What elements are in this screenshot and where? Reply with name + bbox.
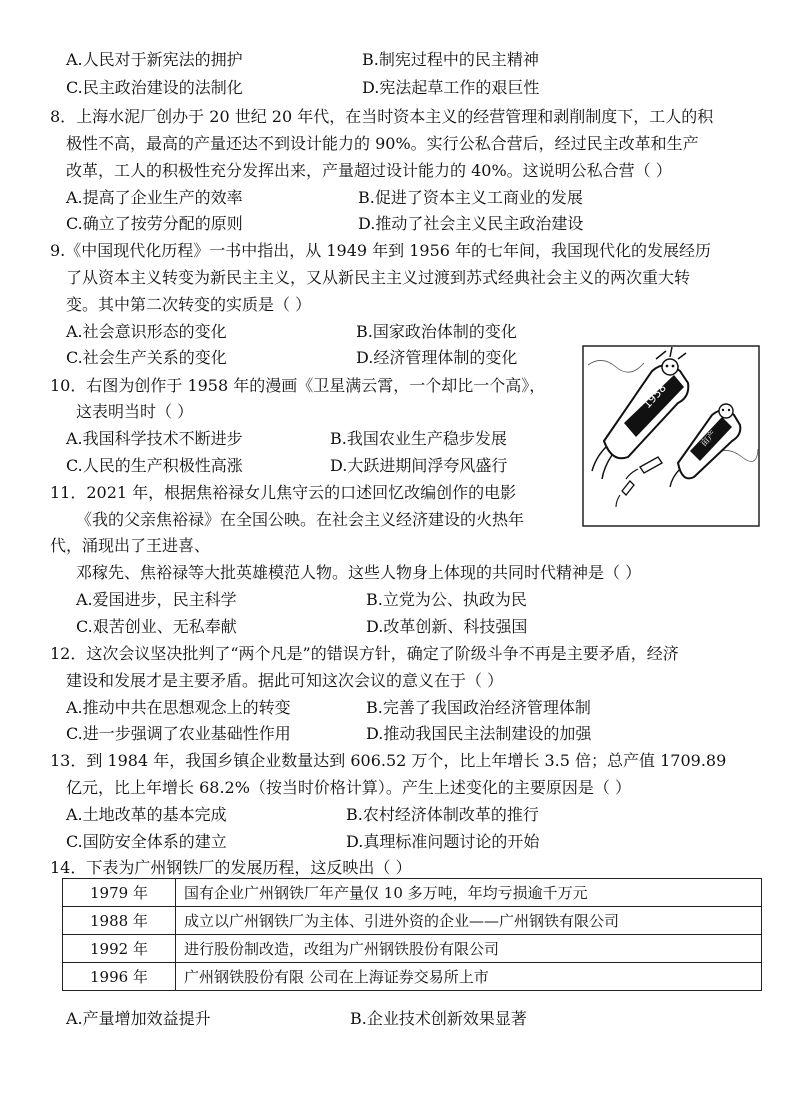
q10-stem-line1: 10．右图为创作于 1958 年的漫画《卫星满云霄，一个却比一个高》， xyxy=(50,376,546,395)
q7-option-d: D.宪法起草工作的艰巨性 xyxy=(362,78,540,97)
sack-label-2: 亩产 xyxy=(698,429,719,450)
table-row xyxy=(63,879,762,907)
table-cell-event: 广州钢铁股份有限 公司在上海证券交易所上市 xyxy=(176,963,762,991)
q14-option-b: B.企业技术创新效果显著 xyxy=(350,1009,527,1028)
table-row xyxy=(63,907,762,935)
table-cell-event: 进行股份制改造，改组为广州钢铁股份有限公司 xyxy=(176,935,762,963)
q12-option-d: D.推动我国民主法制建设的加强 xyxy=(366,724,592,743)
q8-stem-line1: 8．上海水泥厂创办于 20 世纪 20 年代，在当时资本主义的经营管理和剥削制度下，工人的积 xyxy=(50,107,714,126)
sack-label: 1958 xyxy=(640,381,669,412)
q7-option-b: B.制宪过程中的民主精神 xyxy=(362,50,539,69)
development-table xyxy=(62,878,762,991)
q7-option-a: A.人民对于新宪法的拥护 xyxy=(66,50,243,69)
q11-option-c: C.艰苦创业、无私奉献 xyxy=(76,617,237,636)
q12-option-c: C.进一步强调了农业基础性作用 xyxy=(66,724,291,743)
q10-option-c: C.人民的生产积极性高涨 xyxy=(66,456,243,475)
q9-stem-line3: 变。其中第二次转变的实质是（ ） xyxy=(66,295,312,314)
table-cell-event: 成立以广州钢铁厂为主体、引进外资的企业——广州钢铁有限公司 xyxy=(176,907,762,935)
q11-option-b: B.立党为公、执政为民 xyxy=(366,590,527,609)
q14-stem: 14．下表为广州钢铁厂的发展历程，这反映出（ ） xyxy=(50,858,412,877)
table-cell-year: 1988 年 xyxy=(63,907,176,935)
table-row xyxy=(63,935,762,963)
q9-stem-line1: 9.《中国现代化历程》一书中指出，从 1949 年到 1956 年的七年间，我国现代化的发展经历 xyxy=(50,241,712,260)
q12-stem-line2: 建设和发展才是主要矛盾。据此可知这次会议的意义在于（ ） xyxy=(66,671,504,690)
q8-stem-line3: 改革，工人的积极性充分发挥出来，产量超过设计能力的 40%。这说明公私合营（ ） xyxy=(66,161,672,180)
q10-option-a: A.我国科学技术不断进步 xyxy=(66,429,243,448)
q11-option-d: D.改革创新、科技强国 xyxy=(366,617,528,636)
q9-option-a: A.社会意识形态的变化 xyxy=(66,322,227,341)
q13-option-a: A.土地改革的基本完成 xyxy=(66,805,227,824)
satellite-cartoon xyxy=(582,345,760,527)
q11-stem-line1: 11．2021 年，根据焦裕禄女儿焦守云的口述回忆改编创作的电影 xyxy=(50,483,517,502)
q9-option-d: D.经济管理体制的变化 xyxy=(356,348,518,367)
q8-stem-line2: 极性不高，最高的产量还达不到设计能力的 90%。实行公私合营后，经过民主改革和生产 xyxy=(66,134,699,153)
q7-option-c: C.民主政治建设的法制化 xyxy=(66,78,243,97)
q12-stem-line1: 12．这次会议坚决批判了“两个凡是”的错误方针，确定了阶级斗争不再是主要矛盾，经济 xyxy=(50,644,679,663)
q11-stem-line2: 《我的父亲焦裕禄》在全国公映。在社会主义经济建设的火热年 xyxy=(76,510,525,529)
table-row xyxy=(63,963,762,991)
q13-stem-line1: 13．到 1984 年，我国乡镇企业数量达到 606.52 万个，比上年增长 3.5 倍；总产值 1709.89 xyxy=(50,751,727,770)
q12-option-b: B.完善了我国政治经济管理体制 xyxy=(366,698,591,717)
table-cell-year: 1979 年 xyxy=(63,879,176,907)
q8-option-d: D.推动了社会主义民主政治建设 xyxy=(358,214,584,233)
q13-stem-line2: 亿元，比上年增长 68.2%（按当时价格计算）。产生上述变化的主要原因是（ ） xyxy=(66,778,632,797)
q8-option-b: B.促进了资本主义工商业的发展 xyxy=(358,188,583,207)
q11-stem-line4: 邓稼先、焦裕禄等大批英雄模范人物。这些人物身上体现的共同时代精神是（ ） xyxy=(76,563,642,582)
q8-option-a: A.提高了企业生产的效率 xyxy=(66,188,243,207)
q10-option-b: B.我国农业生产稳步发展 xyxy=(330,429,507,448)
q14-option-a: A.产量增加效益提升 xyxy=(66,1009,211,1028)
table-cell-year: 1992 年 xyxy=(63,935,176,963)
q9-option-b: B.国家政治体制的变化 xyxy=(356,322,517,341)
q13-option-b: B.农村经济体制改革的推行 xyxy=(346,805,539,824)
q13-option-c: C.国防安全体系的建立 xyxy=(66,832,227,851)
q11-stem-line3: 代，涌现出了王进喜、 xyxy=(50,536,211,555)
table-cell-year: 1996 年 xyxy=(63,963,176,991)
q11-option-a: A.爱国进步，民主科学 xyxy=(76,590,237,609)
q12-option-a: A.推动中共在思想观念上的转变 xyxy=(66,698,291,717)
q13-option-d: D.真理标准问题讨论的开始 xyxy=(346,832,540,851)
q10-option-d: D.大跃进期间浮夸风盛行 xyxy=(330,456,508,475)
q8-option-c: C.确立了按劳分配的原则 xyxy=(66,214,243,233)
q9-stem-line2: 了从资本主义转变为新民主主义，又从新民主主义过渡到苏式经典社会主义的两次重大转 xyxy=(66,268,691,287)
q10-stem-line2: 这表明当时（ ） xyxy=(76,402,194,421)
q9-option-c: C.社会生产关系的变化 xyxy=(66,348,227,367)
table-cell-event: 国有企业广州钢铁厂年产量仅 10 多万吨，年均亏损逾千万元 xyxy=(176,879,762,907)
